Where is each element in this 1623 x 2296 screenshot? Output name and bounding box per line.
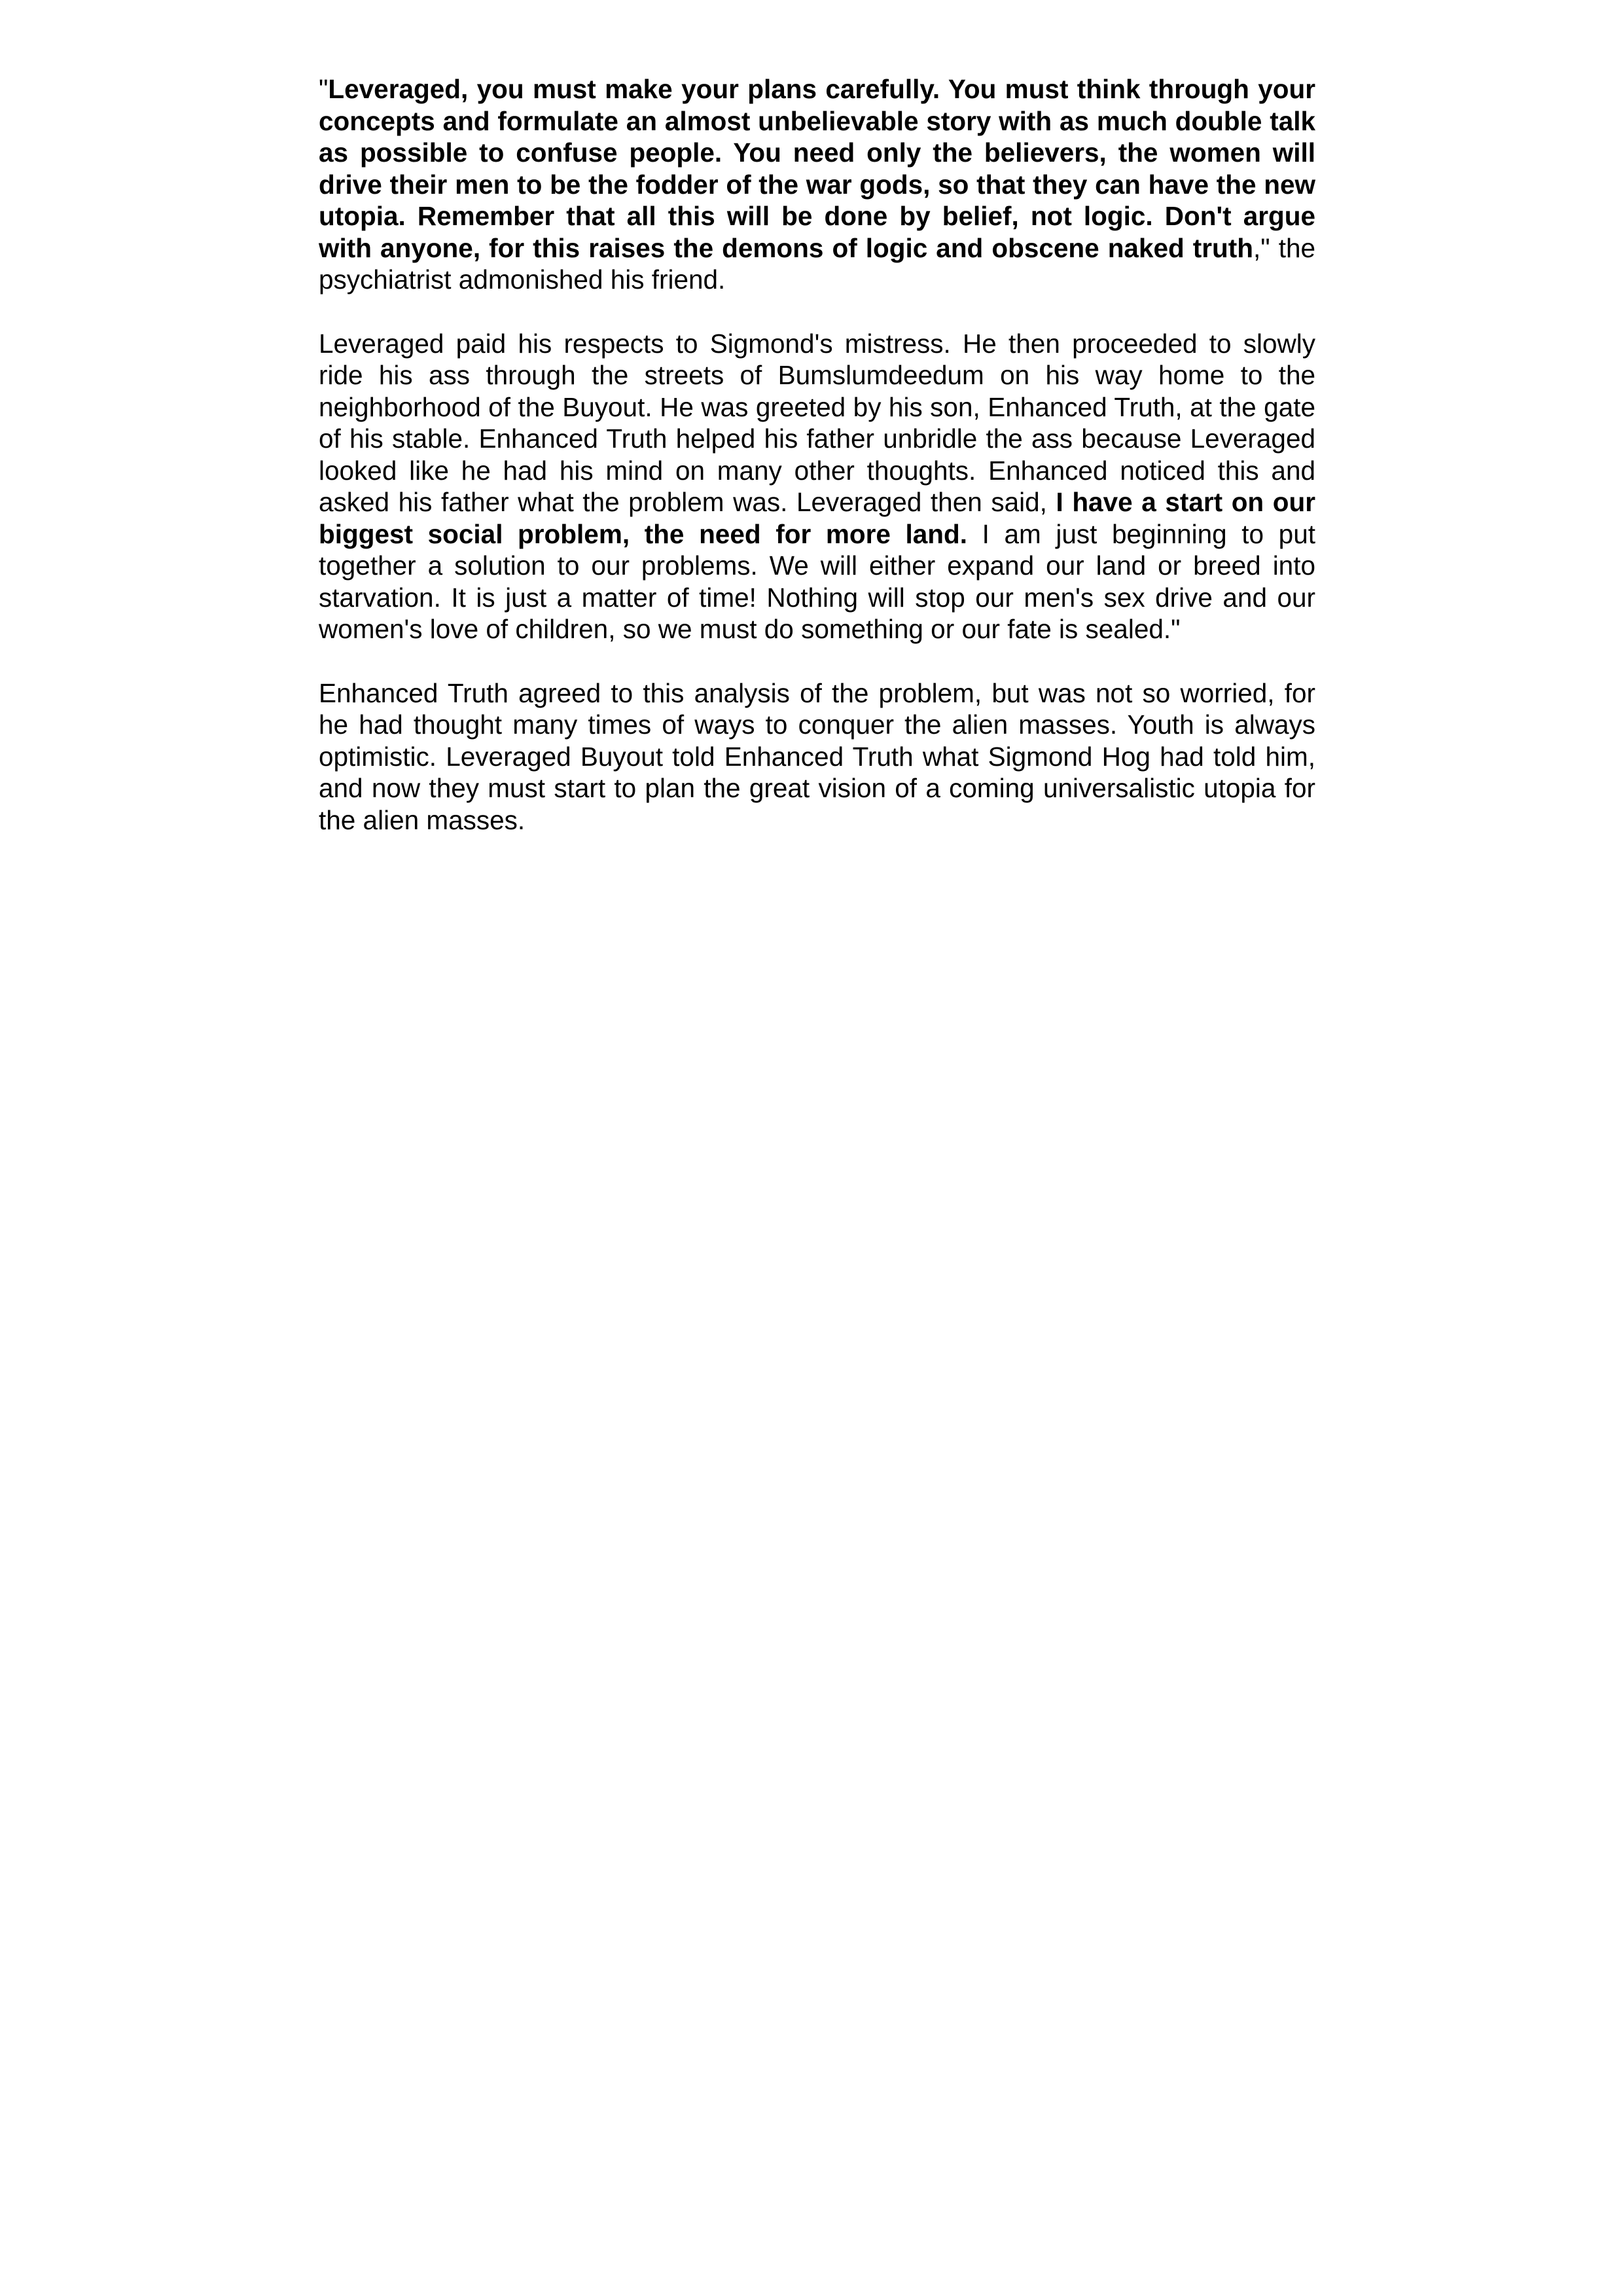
paragraph-1 — [319, 73, 1315, 296]
open-quote: " — [319, 74, 329, 104]
paragraph-2-lead: Leveraged paid his respects to Sigmond's mistress. He then proceeded to slowly ride his ass through the streets of Bumslumdeedum on his way home to the neighborhood of the Buyout. He was greeted by his son, Enhanced Truth, at the gate of his stable. Enhanced Truth helped his father unbridle the ass because Leveraged looked like he had his mind on many other thoughts. Enhanced noticed this and asked his father what the problem was. Leveraged then said, — [319, 328, 1315, 517]
paragraph-2-tail: I am just beginning to put together a solution to our problems. We will either expand our land or breed into starvation. It is just a matter of time! Nothing will stop our men's sex drive and our women's love of children, so we must do something or our fate is sealed." — [319, 518, 1315, 644]
bold-advice-text: Leveraged, you must make your plans carefully. You must think through your concepts and formulate an almost unbelievable story with as much double talk as possible to confuse people. You need only the believers, the women will drive their men to be the fodder of the war gods, so that they can have the new utopia. Remember that all this will be done by belief, not logic. Don't argue with anyone, for this raises the demons of logic and obscene naked truth — [319, 74, 1315, 263]
paragraph-2 — [319, 328, 1315, 645]
bold-quote-text: I have a start on our biggest social problem, the need for more land. — [319, 487, 1315, 549]
document-page — [319, 73, 1315, 868]
paragraph-1-tail: ," the psychiatrist admonished his friend. — [319, 232, 1315, 295]
paragraph-3: Enhanced Truth agreed to this analysis of the problem, but was not so worried, for he had thought many times of ways to conquer the alien masses. Youth is always optimistic. Leveraged Buyout told Enhanced Truth what Sigmond Hog had told him, and now they must start to plan the great vision of a coming universalistic utopia for the alien masses. — [319, 677, 1315, 835]
